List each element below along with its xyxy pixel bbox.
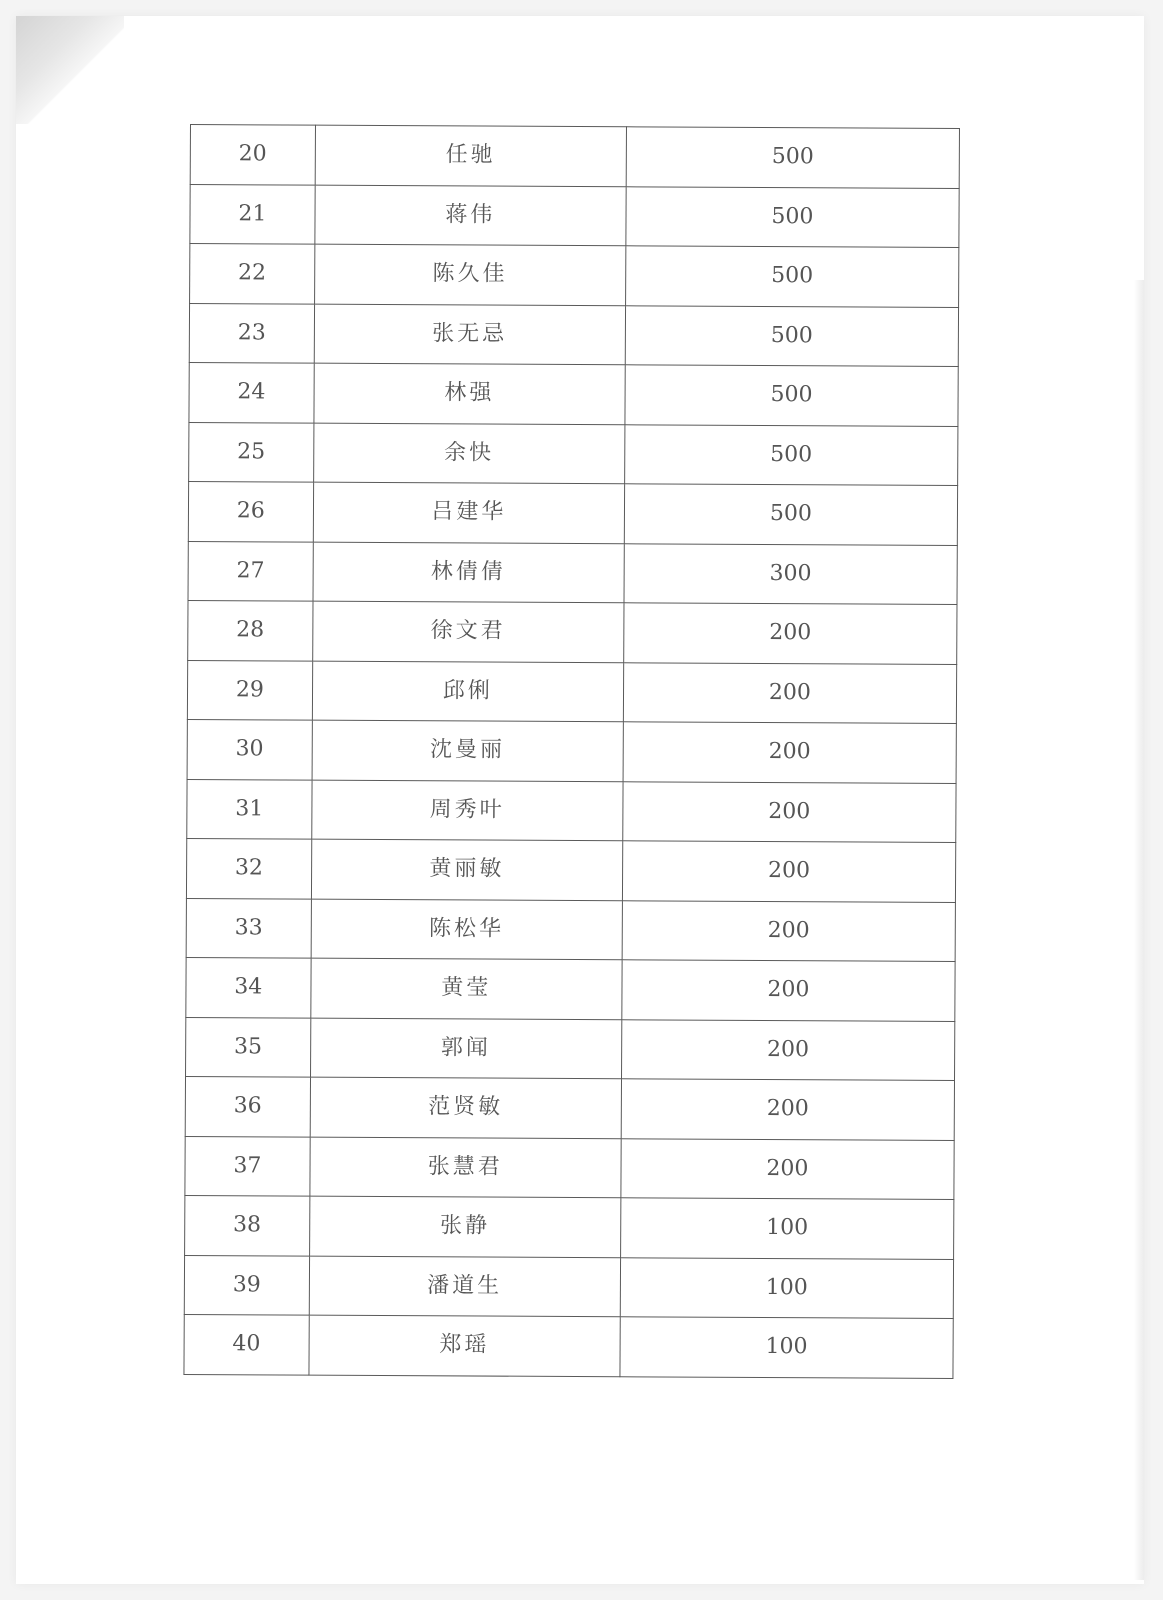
amount-cell: 200 — [622, 900, 955, 961]
name-cell: 范贤敏 — [310, 1077, 621, 1138]
name-cell: 黄莹 — [311, 958, 622, 1019]
amount-cell: 200 — [621, 1019, 954, 1080]
row-number-cell: 20 — [190, 125, 315, 185]
amount-cell: 500 — [626, 127, 959, 188]
amount-cell: 500 — [624, 424, 957, 485]
amount-cell: 200 — [623, 662, 956, 723]
name-cell: 吕建华 — [313, 482, 624, 543]
row-number-cell: 37 — [185, 1136, 310, 1196]
name-cell: 沈曼丽 — [312, 720, 623, 781]
table-row — [187, 660, 956, 724]
amount-cell: 200 — [623, 781, 956, 842]
folded-corner — [16, 16, 124, 124]
name-cell: 任驰 — [315, 125, 626, 186]
table-body — [184, 125, 960, 1379]
row-number-cell: 33 — [186, 898, 311, 958]
amount-cell: 200 — [622, 841, 955, 902]
row-number-cell: 31 — [187, 779, 312, 839]
name-cell: 蒋伟 — [315, 185, 626, 246]
table-row — [190, 244, 959, 308]
name-cell: 张静 — [309, 1196, 620, 1257]
name-cell: 陈久佳 — [314, 244, 625, 305]
table-row — [189, 303, 958, 367]
amount-cell: 100 — [620, 1317, 953, 1378]
table-row — [188, 481, 957, 545]
amount-cell: 200 — [621, 1138, 954, 1199]
name-cell: 余快 — [313, 423, 624, 484]
name-cell: 郑瑶 — [309, 1315, 620, 1376]
name-cell: 黄丽敏 — [311, 839, 622, 900]
name-cell: 林强 — [314, 363, 625, 424]
name-cell: 林倩倩 — [313, 542, 624, 603]
row-number-cell: 29 — [187, 660, 312, 720]
table-row — [190, 125, 959, 189]
amount-cell: 200 — [624, 603, 957, 664]
name-cell: 徐文君 — [312, 601, 623, 662]
row-number-cell: 36 — [185, 1076, 310, 1136]
table-row — [189, 422, 958, 486]
amount-cell: 200 — [622, 960, 955, 1021]
row-number-cell: 34 — [186, 957, 311, 1017]
donation-table — [183, 124, 960, 1379]
amount-cell: 300 — [624, 543, 957, 604]
table-row — [185, 1136, 954, 1200]
row-number-cell: 39 — [184, 1255, 309, 1315]
name-cell: 周秀叶 — [311, 780, 622, 841]
row-number-cell: 28 — [188, 600, 313, 660]
table-row — [186, 957, 955, 1021]
table-row — [184, 1314, 953, 1378]
amount-cell: 200 — [621, 1079, 954, 1140]
table-row — [186, 898, 955, 962]
table-row — [187, 779, 956, 843]
table-row — [185, 1195, 954, 1259]
row-number-cell: 27 — [188, 541, 313, 601]
table-row — [186, 838, 955, 902]
amount-cell: 500 — [624, 484, 957, 545]
table-row — [186, 1017, 955, 1081]
name-cell: 邱俐 — [312, 661, 623, 722]
row-number-cell: 24 — [189, 362, 314, 422]
name-cell: 陈松华 — [311, 899, 622, 960]
amount-cell: 500 — [625, 365, 958, 426]
row-number-cell: 32 — [186, 838, 311, 898]
row-number-cell: 40 — [184, 1314, 309, 1374]
table-row — [189, 362, 958, 426]
table-row — [185, 1076, 954, 1140]
row-number-cell: 22 — [190, 244, 315, 304]
name-cell: 张无忌 — [314, 304, 625, 365]
table-row — [188, 541, 957, 605]
row-number-cell: 30 — [187, 719, 312, 779]
amount-cell: 100 — [620, 1257, 953, 1318]
amount-cell: 500 — [626, 186, 959, 247]
table-row — [187, 719, 956, 783]
row-number-cell: 35 — [186, 1017, 311, 1077]
amount-cell: 500 — [625, 305, 958, 366]
table-row — [190, 184, 959, 248]
row-number-cell: 26 — [188, 481, 313, 541]
row-number-cell: 21 — [190, 184, 315, 244]
page-edge-shadow — [1134, 280, 1144, 1580]
row-number-cell: 25 — [189, 422, 314, 482]
table-row — [184, 1255, 953, 1319]
amount-cell: 500 — [625, 246, 958, 307]
name-cell: 张慧君 — [310, 1137, 621, 1198]
row-number-cell: 38 — [185, 1195, 310, 1255]
name-cell: 郭闻 — [310, 1018, 621, 1079]
row-number-cell: 23 — [189, 303, 314, 363]
amount-cell: 100 — [620, 1198, 953, 1259]
name-cell: 潘道生 — [309, 1256, 620, 1317]
table-row — [188, 600, 957, 664]
amount-cell: 200 — [623, 722, 956, 783]
